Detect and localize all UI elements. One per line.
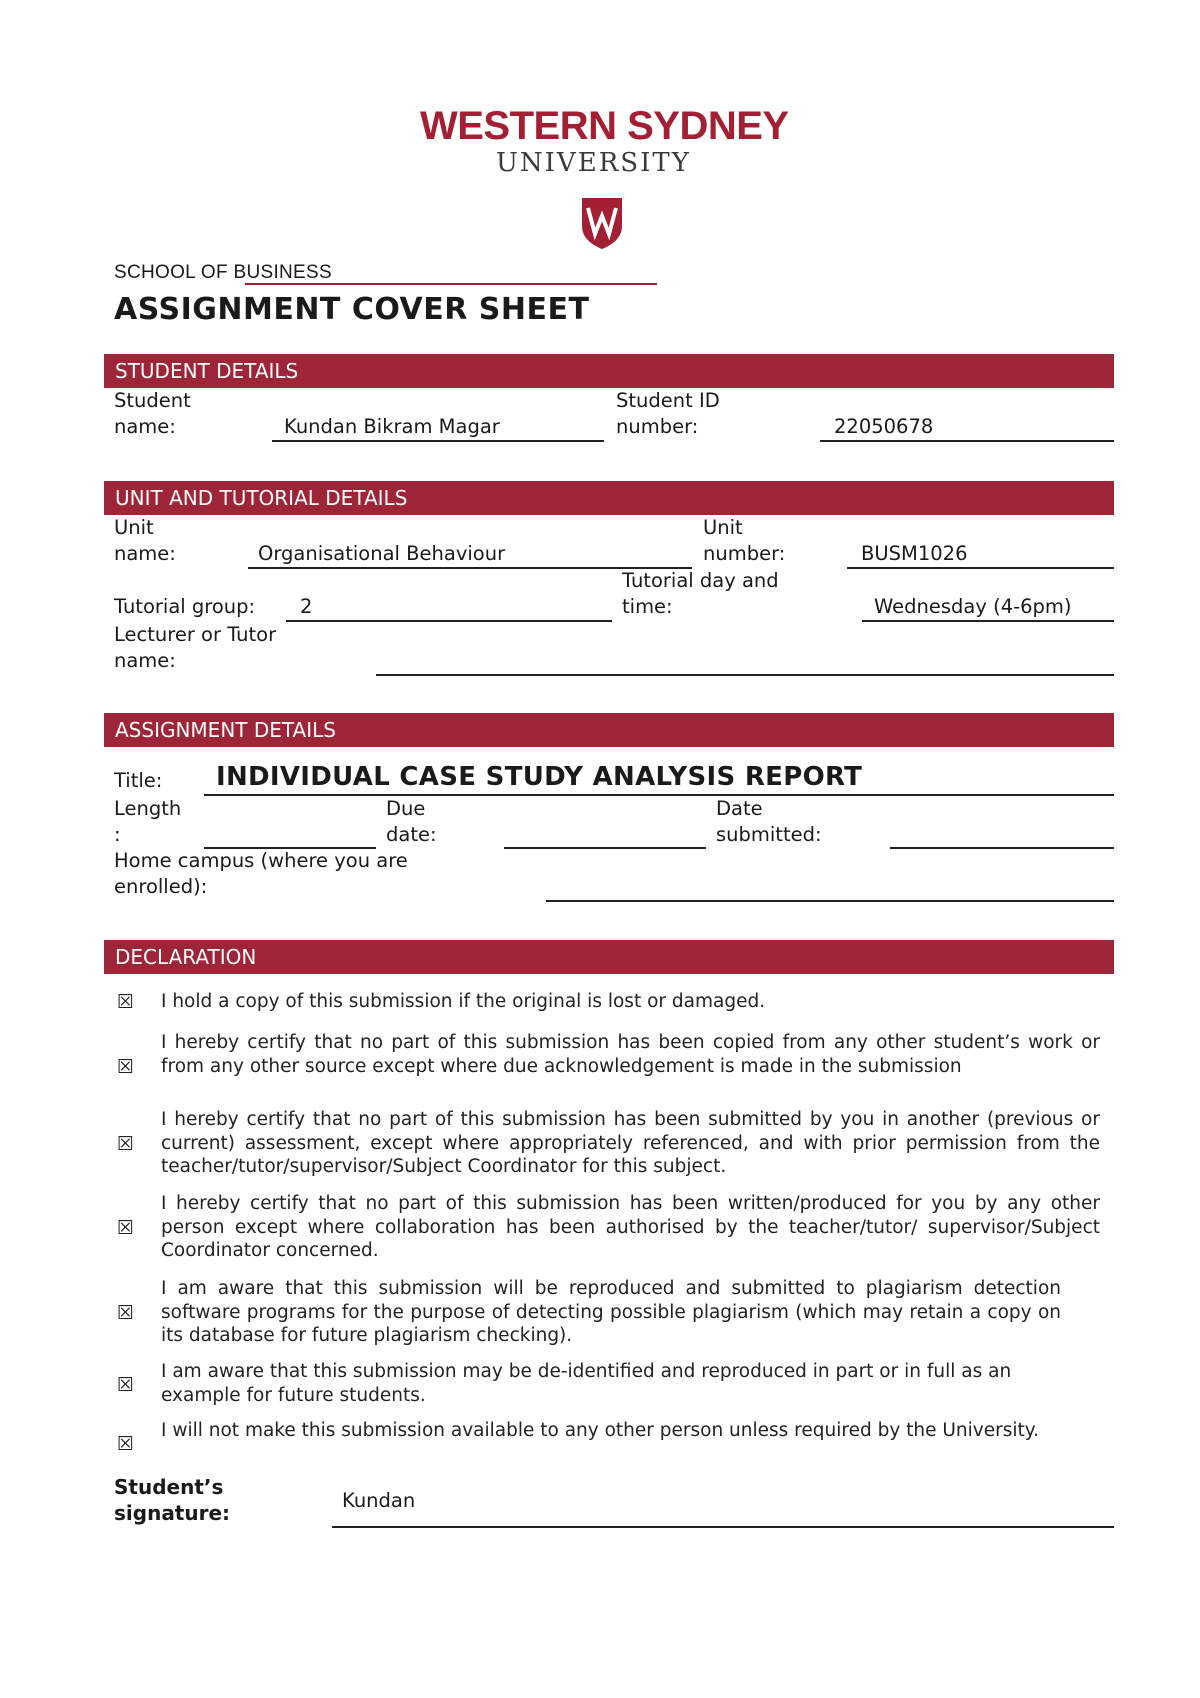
page-title: ASSIGNMENT COVER SHEET (114, 292, 590, 327)
home-campus-label: Home campus (where you are enrolled): (114, 849, 408, 898)
school-underline (245, 283, 657, 285)
assignment-title-label: Title: (114, 769, 163, 792)
due-date-underline (504, 847, 706, 849)
school-name: SCHOOL OF BUSINESS (114, 262, 332, 283)
date-submitted-underline (890, 847, 1114, 849)
declaration-item-4: I hereby certify that no part of this submission has been written/produced for you by any other person except where collaboration has been authorised by the teacher/tutor/ supervisor/Subject Coordinator concerned. (161, 1193, 1100, 1261)
university-shield-icon (580, 196, 624, 250)
tutorial-group-label: Tutorial group: (114, 595, 256, 618)
university-logo-title: WESTERN SYDNEY (420, 104, 789, 148)
student-id-label: Student ID number: (616, 389, 720, 438)
student-name-underline (272, 440, 604, 442)
assignment-title-field[interactable]: INDIVIDUAL CASE STUDY ANALYSIS REPORT (216, 762, 863, 792)
declaration-item-2: I hereby certify that no part of this submission has been copied from any other student’s work or from any other source except where due acknowledgement is made in the submission (161, 1032, 1100, 1077)
university-logo-subtitle: UNIVERSITY (496, 148, 691, 178)
length-label: Length : (114, 797, 182, 846)
due-date-label: Due date: (386, 797, 437, 846)
unit-name-label: Unit name: (114, 516, 176, 565)
declaration-item-1: I hold a copy of this submission if the original is lost or damaged. (161, 991, 766, 1012)
signature-label: Student’s signature: (114, 1475, 231, 1525)
assignment-title-underline (204, 794, 1114, 796)
lecturer-name-underline (376, 674, 1114, 676)
student-name-field[interactable]: Kundan Bikram Magar (284, 415, 500, 438)
declaration-checkbox-2[interactable]: ☒ (117, 1056, 135, 1078)
date-submitted-label: Date submitted: (716, 797, 822, 846)
unit-number-label: Unit number: (703, 516, 786, 565)
tutorial-time-underline (862, 620, 1114, 622)
student-name-label: Student name: (114, 389, 191, 438)
declaration-item-7: I will not make this submission available to any other person unless required by the University. (161, 1420, 1039, 1441)
declaration-item-6: I am aware that this submission may be de-identified and reproduced in part or in full as an example for future students. (161, 1361, 1012, 1406)
section-header-unit-details: UNIT AND TUTORIAL DETAILS (104, 481, 1114, 515)
declaration-checkbox-5[interactable]: ☒ (117, 1302, 135, 1324)
lecturer-name-label: Lecturer or Tutor name: (114, 623, 277, 672)
section-header-assignment-details: ASSIGNMENT DETAILS (104, 713, 1114, 747)
declaration-checkbox-4[interactable]: ☒ (117, 1217, 135, 1239)
declaration-checkbox-7[interactable]: ☒ (117, 1433, 135, 1455)
tutorial-time-field[interactable]: Wednesday (4-6pm) (874, 595, 1072, 618)
tutorial-group-underline (286, 620, 612, 622)
student-id-underline (820, 440, 1114, 442)
unit-number-field[interactable]: BUSM1026 (861, 542, 968, 565)
unit-name-field[interactable]: Organisational Behaviour (258, 542, 506, 565)
section-header-declaration: DECLARATION (104, 940, 1114, 974)
declaration-checkbox-3[interactable]: ☒ (117, 1133, 135, 1155)
unit-number-underline (847, 567, 1114, 569)
section-header-student-details: STUDENT DETAILS (104, 354, 1114, 388)
declaration-item-5: I am aware that this submission will be reproduced and submitted to plagiarism detection software programs for the purpose of detecting possible plagiarism (which may retain a copy on its database for future plagiarism checking). (161, 1278, 1061, 1346)
signature-underline (332, 1526, 1114, 1528)
tutorial-time-label: Tutorial day and time: (622, 569, 779, 618)
tutorial-group-field[interactable]: 2 (300, 595, 313, 618)
declaration-checkbox-1[interactable]: ☒ (117, 991, 135, 1013)
student-id-field[interactable]: 22050678 (834, 415, 934, 438)
home-campus-underline (546, 900, 1114, 902)
signature-field[interactable]: Kundan (342, 1489, 416, 1512)
declaration-checkbox-6[interactable]: ☒ (117, 1374, 135, 1396)
declaration-item-3: I hereby certify that no part of this submission has been submitted by you in another (previous or current) assessment, except where appropriately referenced, and with prior permission from the teacher/tutor/supervisor/Subject Coordinator for this subject. (161, 1109, 1100, 1177)
